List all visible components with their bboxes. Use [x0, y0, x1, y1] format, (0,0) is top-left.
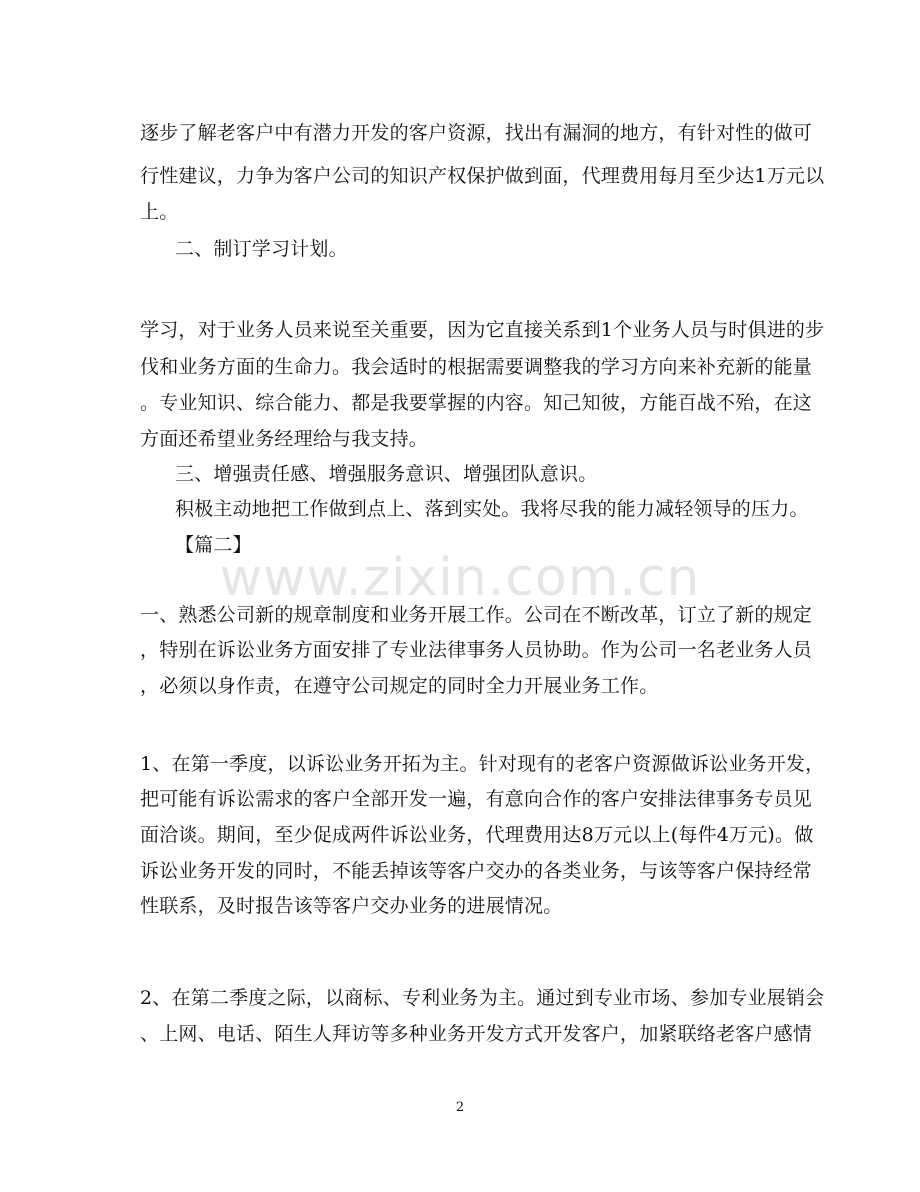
- text-line: 逐步了解老客户中有潜力开发的客户资源，找出有漏洞的地方，有针对性的做可: [140, 122, 813, 144]
- part-heading: 【篇二】: [175, 534, 252, 556]
- text-line: 积极主动地把工作做到点上、落到实处。我将尽我的能力减轻领导的压力。: [175, 498, 809, 520]
- text-line: 上。: [140, 201, 179, 223]
- text-line: ，特别在诉讼业务方面安排了专业法律事务人员协助。作为公司一名老业务人员: [140, 639, 813, 661]
- section-heading: 三、增强责任感、增强服务意识、增强团队意识。: [175, 463, 598, 485]
- section-heading: 二、制订学习计划。: [175, 238, 348, 260]
- text-line: 性联系，及时报告该等客户交办业务的进展情况。: [140, 895, 563, 917]
- text-line: 。专业知识、综合能力、都是我要掌握的内容。知己知彼，方能百战不殆，在这: [140, 392, 813, 414]
- page-number: 2: [455, 1100, 465, 1115]
- text-line: 1、在第一季度，以诉讼业务开拓为主。针对现有的老客户资源做诉讼业务开发，: [140, 753, 825, 775]
- text-line: 把可能有诉讼需求的客户全部开发一遍，有意向合作的客户安排法律事务专员见: [140, 788, 813, 810]
- text-line: 一、熟悉公司新的规章制度和业务开展工作。公司在不断改革，订立了新的规定: [140, 604, 813, 626]
- text-line: 、上网、电话、陌生人拜访等多种业务开发方式开发客户，加紧联络老客户感情: [140, 1023, 813, 1045]
- text-line: 诉讼业务开发的同时，不能丢掉该等客户交办的各类业务，与该等客户保持经常: [140, 860, 813, 882]
- text-line: 方面还希望业务经理给与我支持。: [140, 428, 429, 450]
- text-line: 2、在第二季度之际，以商标、专利业务为主。通过到专业市场、参加专业展销会: [140, 987, 825, 1009]
- watermark: www.zixin.com.cn: [219, 548, 701, 608]
- text-line: 面洽谈。期间，至少促成两件诉讼业务，代理费用达8万元以上(每件4万元)。做: [140, 824, 814, 846]
- text-line: 学习，对于业务人员来说至关重要，因为它直接关系到1个业务人员与时俱进的步: [140, 319, 825, 341]
- text-line: ，必须以身作责，在遵守公司规定的同时全力开展业务工作。: [140, 675, 659, 697]
- text-line: 伐和业务方面的生命力。我会适时的根据需要调整我的学习方向来补充新的能量: [140, 356, 813, 378]
- text-line: 行性建议，力争为客户公司的知识产权保护做到面，代理费用每月至少达1万元以: [140, 165, 825, 187]
